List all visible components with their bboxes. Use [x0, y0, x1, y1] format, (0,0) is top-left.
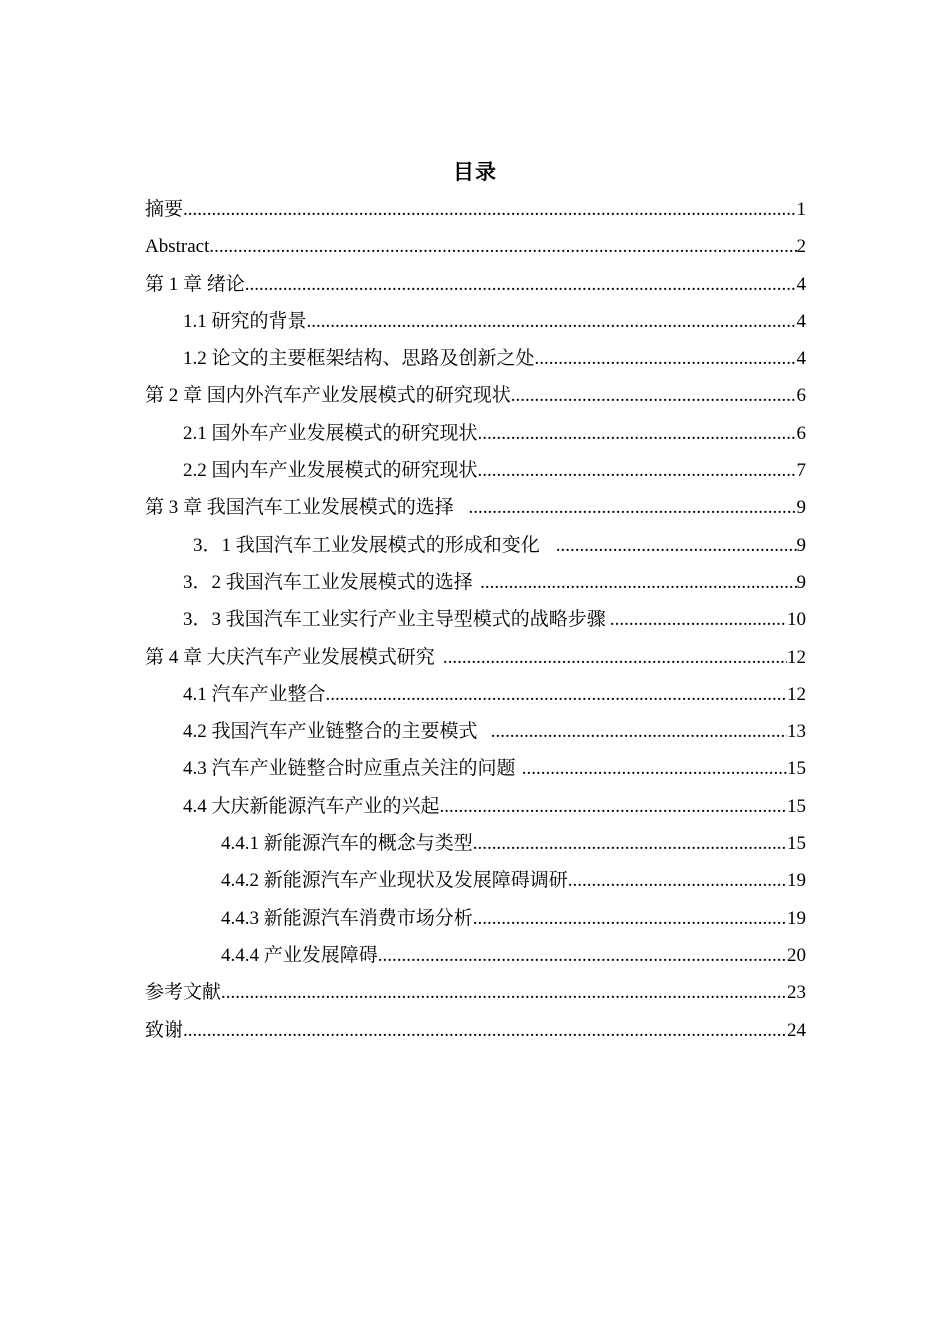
toc-entry-label: 3．2 我国汽车工业发展模式的选择	[183, 571, 473, 593]
toc-dot-leader	[440, 788, 787, 825]
toc-dot-leader	[209, 228, 796, 265]
toc-entry-label: 4.3 汽车产业链整合时应重点关注的问题	[183, 758, 516, 780]
toc-dot-leader	[556, 527, 797, 564]
toc-dot-leader	[491, 713, 787, 750]
toc-entry[interactable]	[145, 564, 806, 601]
toc-entry[interactable]	[145, 191, 806, 228]
toc-entry-label: 4.4.1 新能源汽车的概念与类型	[221, 833, 473, 855]
toc-entry[interactable]	[145, 527, 806, 564]
toc-entry[interactable]	[145, 676, 806, 713]
toc-dot-leader	[522, 750, 787, 787]
toc-dot-leader	[307, 303, 797, 340]
toc-entry-page-number: 9	[796, 571, 806, 593]
toc-entry[interactable]	[145, 974, 806, 1011]
toc-entry[interactable]	[145, 452, 806, 489]
toc-entry[interactable]	[145, 900, 806, 937]
toc-entry-label: 3．1 我国汽车工业发展模式的形成和变化	[193, 534, 540, 556]
toc-entry-page-number: 12	[787, 646, 806, 668]
toc-entry-label: 4.4.3 新能源汽车消费市场分析	[221, 907, 473, 929]
toc-entry[interactable]	[145, 266, 806, 303]
toc-entry[interactable]	[145, 415, 806, 452]
toc-entry-page-number: 20	[787, 944, 806, 966]
toc-entry-page-number: 6	[796, 385, 806, 407]
toc-entry-page-number: 19	[787, 907, 806, 929]
toc-entry-page-number: 15	[787, 758, 806, 780]
toc-entry[interactable]	[145, 937, 806, 974]
toc-entry-label: 4.4 大庆新能源汽车产业的兴起	[183, 795, 440, 817]
toc-entry[interactable]	[145, 750, 806, 787]
toc-entry[interactable]	[145, 489, 806, 526]
toc-list	[145, 191, 806, 1049]
toc-entry[interactable]	[145, 639, 806, 676]
toc-entry-page-number: 4	[796, 348, 806, 370]
toc-entry-label: 3．3 我国汽车工业实行产业主导型模式的战略步骤	[183, 609, 606, 631]
toc-dot-leader	[478, 415, 797, 452]
toc-entry-page-number: 9	[796, 534, 806, 556]
toc-entry-page-number: 24	[787, 1019, 806, 1041]
toc-entry-label: 第 4 章 大庆汽车产业发展模式研究	[145, 646, 435, 668]
toc-entry-label: 第 1 章 绪论	[145, 273, 245, 295]
toc-entry-label: 第 3 章 我国汽车工业发展模式的选择	[145, 497, 454, 519]
toc-entry[interactable]	[145, 862, 806, 899]
toc-entry[interactable]	[145, 601, 806, 638]
toc-entry-label: 2.2 国内车产业发展模式的研究现状	[183, 460, 478, 482]
toc-entry[interactable]	[145, 303, 806, 340]
toc-entry-label: 4.4.2 新能源汽车产业现状及发展障碍调研	[221, 870, 568, 892]
toc-entry-page-number: 4	[796, 273, 806, 295]
toc-entry-page-number: 23	[787, 982, 806, 1004]
toc-entry[interactable]	[145, 340, 806, 377]
toc-entry[interactable]	[145, 377, 806, 414]
toc-dot-leader	[473, 825, 787, 862]
toc-dot-leader	[443, 639, 787, 676]
toc-entry-page-number: 15	[787, 795, 806, 817]
toc-dot-leader	[183, 1012, 787, 1049]
toc-dot-leader	[183, 191, 796, 228]
toc-dot-leader	[326, 676, 787, 713]
toc-entry-label: 4.4.4 产业发展障碍	[221, 944, 378, 966]
toc-dot-leader	[378, 937, 787, 974]
toc-entry-page-number: 6	[796, 422, 806, 444]
toc-entry-page-number: 19	[787, 870, 806, 892]
toc-entry-page-number: 4	[796, 310, 806, 332]
toc-entry[interactable]	[145, 228, 806, 265]
toc-entry-label: 1.2 论文的主要框架结构、思路及创新之处	[183, 348, 535, 370]
toc-entry-page-number: 7	[796, 460, 806, 482]
toc-dot-leader	[221, 974, 787, 1011]
toc-entry-label: 4.1 汽车产业整合	[183, 683, 326, 705]
toc-entry-label: Abstract	[145, 236, 210, 258]
toc-dot-leader	[468, 489, 796, 526]
toc-title: 目录	[453, 160, 497, 184]
toc-entry-label: 第 2 章 国内外汽车产业发展模式的研究现状	[145, 385, 511, 407]
toc-entry[interactable]	[145, 1012, 806, 1049]
toc-entry-page-number: 10	[787, 609, 806, 631]
toc-entry-page-number: 13	[787, 721, 806, 743]
toc-entry-label: 参考文献	[145, 982, 222, 1004]
toc-entry-page-number: 15	[787, 833, 806, 855]
toc-entry[interactable]	[145, 713, 806, 750]
toc-dot-leader	[480, 564, 796, 601]
toc-dot-leader	[245, 266, 797, 303]
toc-entry-page-number: 2	[796, 236, 806, 258]
toc-dot-leader	[511, 377, 797, 414]
toc-entry[interactable]	[145, 825, 806, 862]
toc-dot-leader	[568, 862, 787, 899]
toc-entry-page-number: 1	[796, 199, 806, 220]
toc-dot-leader	[535, 340, 797, 377]
toc-entry-page-number: 9	[796, 497, 806, 519]
toc-entry-label: 4.2 我国汽车产业链整合的主要模式	[183, 721, 478, 743]
toc-dot-leader	[473, 900, 787, 937]
toc-entry-label: 2.1 国外车产业发展模式的研究现状	[183, 422, 478, 444]
toc-dot-leader	[610, 601, 787, 638]
toc-dot-leader	[478, 452, 797, 489]
toc-entry[interactable]	[145, 788, 806, 825]
toc-entry-page-number: 12	[787, 683, 806, 705]
toc-entry-label: 1.1 研究的背景	[183, 310, 307, 332]
toc-entry-label: 致谢	[145, 1019, 184, 1041]
toc-entry-label: 摘要	[145, 199, 184, 220]
